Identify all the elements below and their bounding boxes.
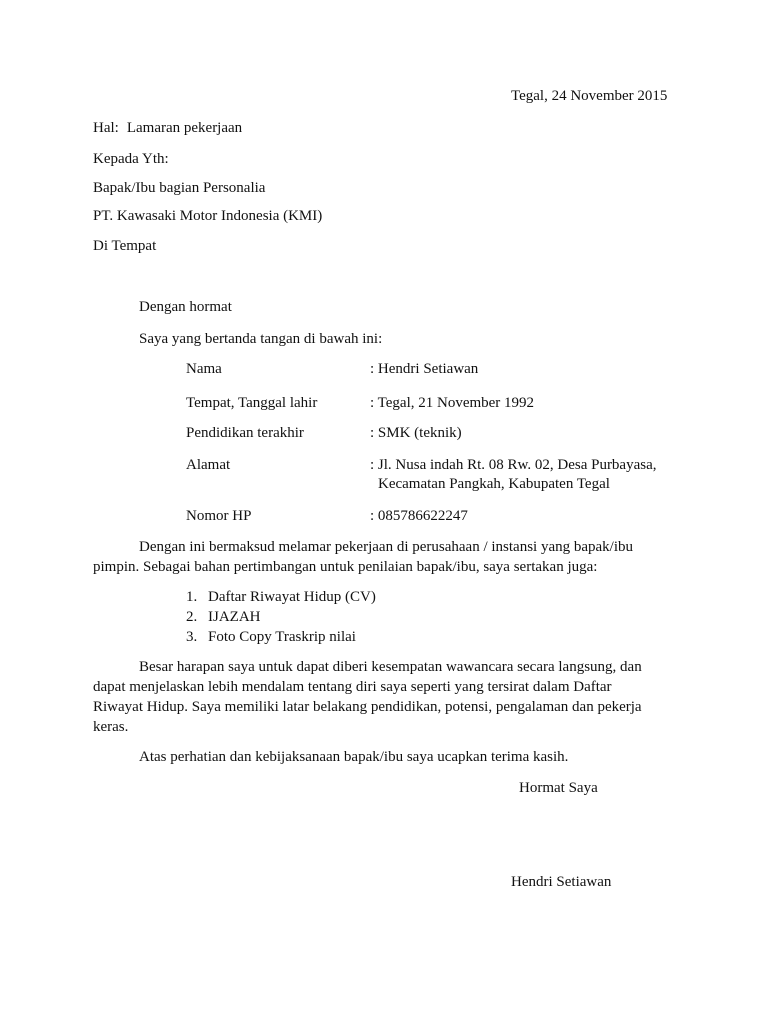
recipient-line: Bapak/Ibu bagian Personalia (93, 180, 266, 196)
greeting: Dengan hormat (139, 299, 232, 315)
list-number: 1. (186, 589, 198, 605)
field-label-address: Alamat (186, 457, 231, 473)
paragraph-line: Besar harapan saya untuk dapat diberi kesempatan wawancara secara langsung, dan (139, 659, 642, 675)
field-label-birth: Tempat, Tanggal lahir (186, 395, 318, 411)
field-value-name: : Hendri Setiawan (370, 361, 479, 377)
intro-text: Saya yang bertanda tangan di bawah ini: (139, 331, 383, 347)
list-text: IJAZAH (208, 609, 261, 625)
list-item (186, 607, 376, 627)
subject-label: Hal: (93, 120, 119, 136)
recipient-line: PT. Kawasaki Motor Indonesia (KMI) (93, 208, 323, 224)
paragraph-application (93, 537, 683, 577)
field-value-education: : SMK (teknik) (370, 425, 462, 441)
paragraph-line: keras. (93, 719, 129, 735)
list-item (186, 627, 376, 647)
list-item (186, 587, 376, 607)
paragraph-line: pimpin. Sebagai bahan pertimbangan untuk penilaian bapak/ibu, saya sertakan juga: (93, 559, 598, 575)
letter-subject (93, 118, 242, 138)
signer-name: Hendri Setiawan (511, 874, 612, 890)
list-number: 2. (186, 609, 198, 625)
paragraph-line: dapat menjelaskan lebih mendalam tentang diri saya seperti yang tersirat dalam Daftar (93, 679, 612, 695)
paragraph-line: Dengan ini bermaksud melamar pekerjaan di perusahaan / instansi yang bapak/ibu (139, 539, 634, 555)
list-text: Daftar Riwayat Hidup (CV) (208, 589, 376, 605)
field-value-address-line2: Kecamatan Pangkah, Kabupaten Tegal (378, 476, 610, 492)
field-value-address-line1: : Jl. Nusa indah Rt. 08 Rw. 02, Desa Purbayasa, (370, 457, 657, 473)
field-label-education: Pendidikan terakhir (186, 425, 304, 441)
subject-text: Lamaran pekerjaan (126, 120, 243, 136)
field-label-name: Nama (186, 361, 222, 377)
list-text: Foto Copy Traskrip nilai (208, 629, 356, 645)
letter-date: Tegal, 24 November 2015 (511, 88, 668, 104)
recipient-line: Di Tempat (93, 238, 157, 254)
thanks-text: Atas perhatian dan kebijaksanaan bapak/ibu saya ucapkan terima kasih. (139, 749, 569, 765)
field-value-phone: : 085786622247 (370, 508, 468, 524)
paragraph-line: Riwayat Hidup. Saya memiliki latar belakang pendidikan, potensi, pengalaman dan pekerja (93, 699, 642, 715)
attachment-list (186, 587, 376, 647)
salutation-to: Kepada Yth: (93, 151, 169, 167)
paragraph-hope (93, 657, 683, 737)
field-value-birth: : Tegal, 21 November 1992 (370, 395, 535, 411)
field-label-phone: Nomor HP (186, 508, 252, 524)
list-number: 3. (186, 629, 198, 645)
closing: Hormat Saya (519, 780, 598, 796)
